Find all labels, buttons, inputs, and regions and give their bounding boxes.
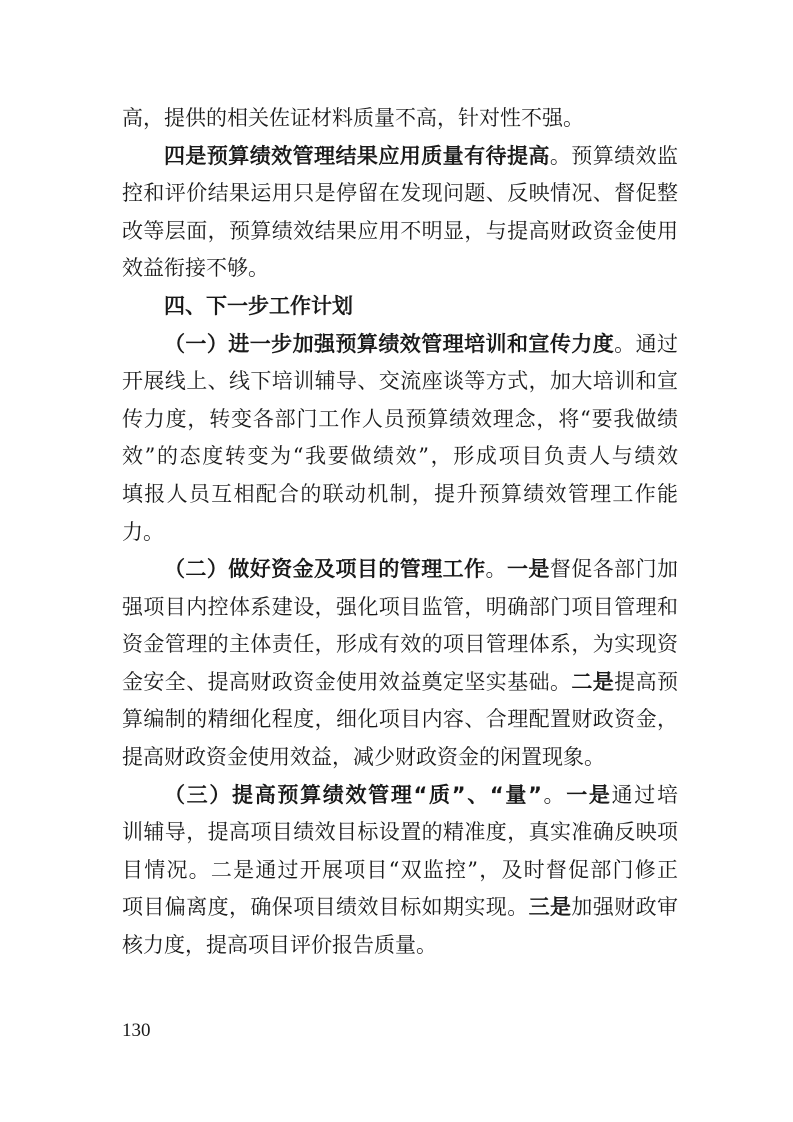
- text-run: 督促各部门加: [549, 557, 679, 581]
- text-line: [122, 592, 678, 622]
- section-heading: [164, 291, 678, 321]
- text-line: [164, 554, 678, 584]
- text-line: [122, 404, 678, 434]
- text-run: 项目偏离度，确保项目绩效目标如期实现。: [122, 895, 529, 919]
- text-run: 核力度，提高项目评价报告质量。: [122, 933, 437, 957]
- bold-text: 四、下一步工作计划: [164, 294, 353, 318]
- text-line: [164, 780, 678, 810]
- text-line: [122, 517, 678, 547]
- text-line: [122, 817, 678, 847]
- text-run: 提高财政资金使用效益，减少财政资金的闲置现象。: [122, 745, 605, 769]
- bold-text: （一）进一步加强预算绩效管理培训和宣传力度: [164, 332, 615, 356]
- text-line: [122, 629, 678, 659]
- text-line: [122, 892, 678, 922]
- text-run: 改等层面，预算绩效结果应用不明显，与提高财政资金使用: [122, 219, 678, 243]
- bold-text: 四是预算绩效管理结果应用质量有待提高: [164, 144, 550, 168]
- text-run: 。通过: [614, 332, 679, 356]
- text-run: 力。: [122, 520, 164, 544]
- text-run: 控和评价结果运用只是停留在发现问题、反映情况、督促整: [122, 181, 678, 205]
- text-line: [122, 441, 678, 471]
- text-run: 填报人员互相配合的联动机制，提升预算绩效管理工作能: [122, 482, 678, 506]
- text-line: [122, 930, 678, 960]
- text-run: 。: [541, 783, 567, 807]
- text-run: 传力度，转变各部门工作人员预算绩效理念，将“要我做绩: [122, 407, 678, 431]
- text-run: 算编制的精细化程度，细化项目内容、合理配置财政资金，: [122, 707, 678, 731]
- text-line: [122, 667, 678, 697]
- text-run: 目情况。二是通过开展项目“双监控”，及时督促部门修正: [122, 858, 678, 882]
- text-run: 。: [485, 557, 507, 581]
- bold-text: 二是: [571, 670, 615, 694]
- text-run: 高，提供的相关佐证材料质量不高，针对性不强。: [122, 106, 584, 130]
- text-line: [122, 366, 678, 396]
- text-line: [122, 704, 678, 734]
- text-line: [164, 141, 678, 171]
- bold-text: （二）做好资金及项目的管理工作: [164, 557, 486, 581]
- text-line: [122, 742, 678, 772]
- text-run: 通过培: [611, 783, 678, 807]
- text-run: 训辅导，提高项目绩效目标设置的精准度，真实准确反映项: [122, 820, 678, 844]
- text-run: 提高预: [614, 670, 679, 694]
- text-line: [122, 855, 678, 885]
- bold-text: 三是: [528, 895, 572, 919]
- text-line: [122, 178, 678, 208]
- bold-text: 一是: [566, 783, 612, 807]
- bold-text: （三）提高预算绩效管理“质”、“量”: [164, 783, 542, 807]
- text-run: 金安全、提高财政资金使用效益奠定坚实基础。: [122, 670, 572, 694]
- text-line: [122, 216, 678, 246]
- text-run: 强项目内控体系建设，强化项目监管，明确部门项目管理和: [122, 595, 678, 619]
- text-line: [122, 479, 678, 509]
- text-run: 。预算绩效监: [549, 144, 679, 168]
- page-number: 130: [122, 1020, 151, 1041]
- text-run: 效益衔接不够。: [122, 256, 269, 280]
- text-run: 资金管理的主体责任，形成有效的项目管理体系，为实现资: [122, 632, 678, 656]
- text-line: [122, 253, 678, 283]
- text-line: [164, 329, 678, 359]
- text-run: 开展线上、线下培训辅导、交流座谈等方式，加大培训和宣: [122, 369, 678, 393]
- text-run: 加强财政审: [571, 895, 679, 919]
- bold-text: 一是: [506, 557, 550, 581]
- text-run: 效”的态度转变为“我要做绩效”，形成项目负责人与绩效: [122, 444, 678, 468]
- text-line: [122, 103, 678, 133]
